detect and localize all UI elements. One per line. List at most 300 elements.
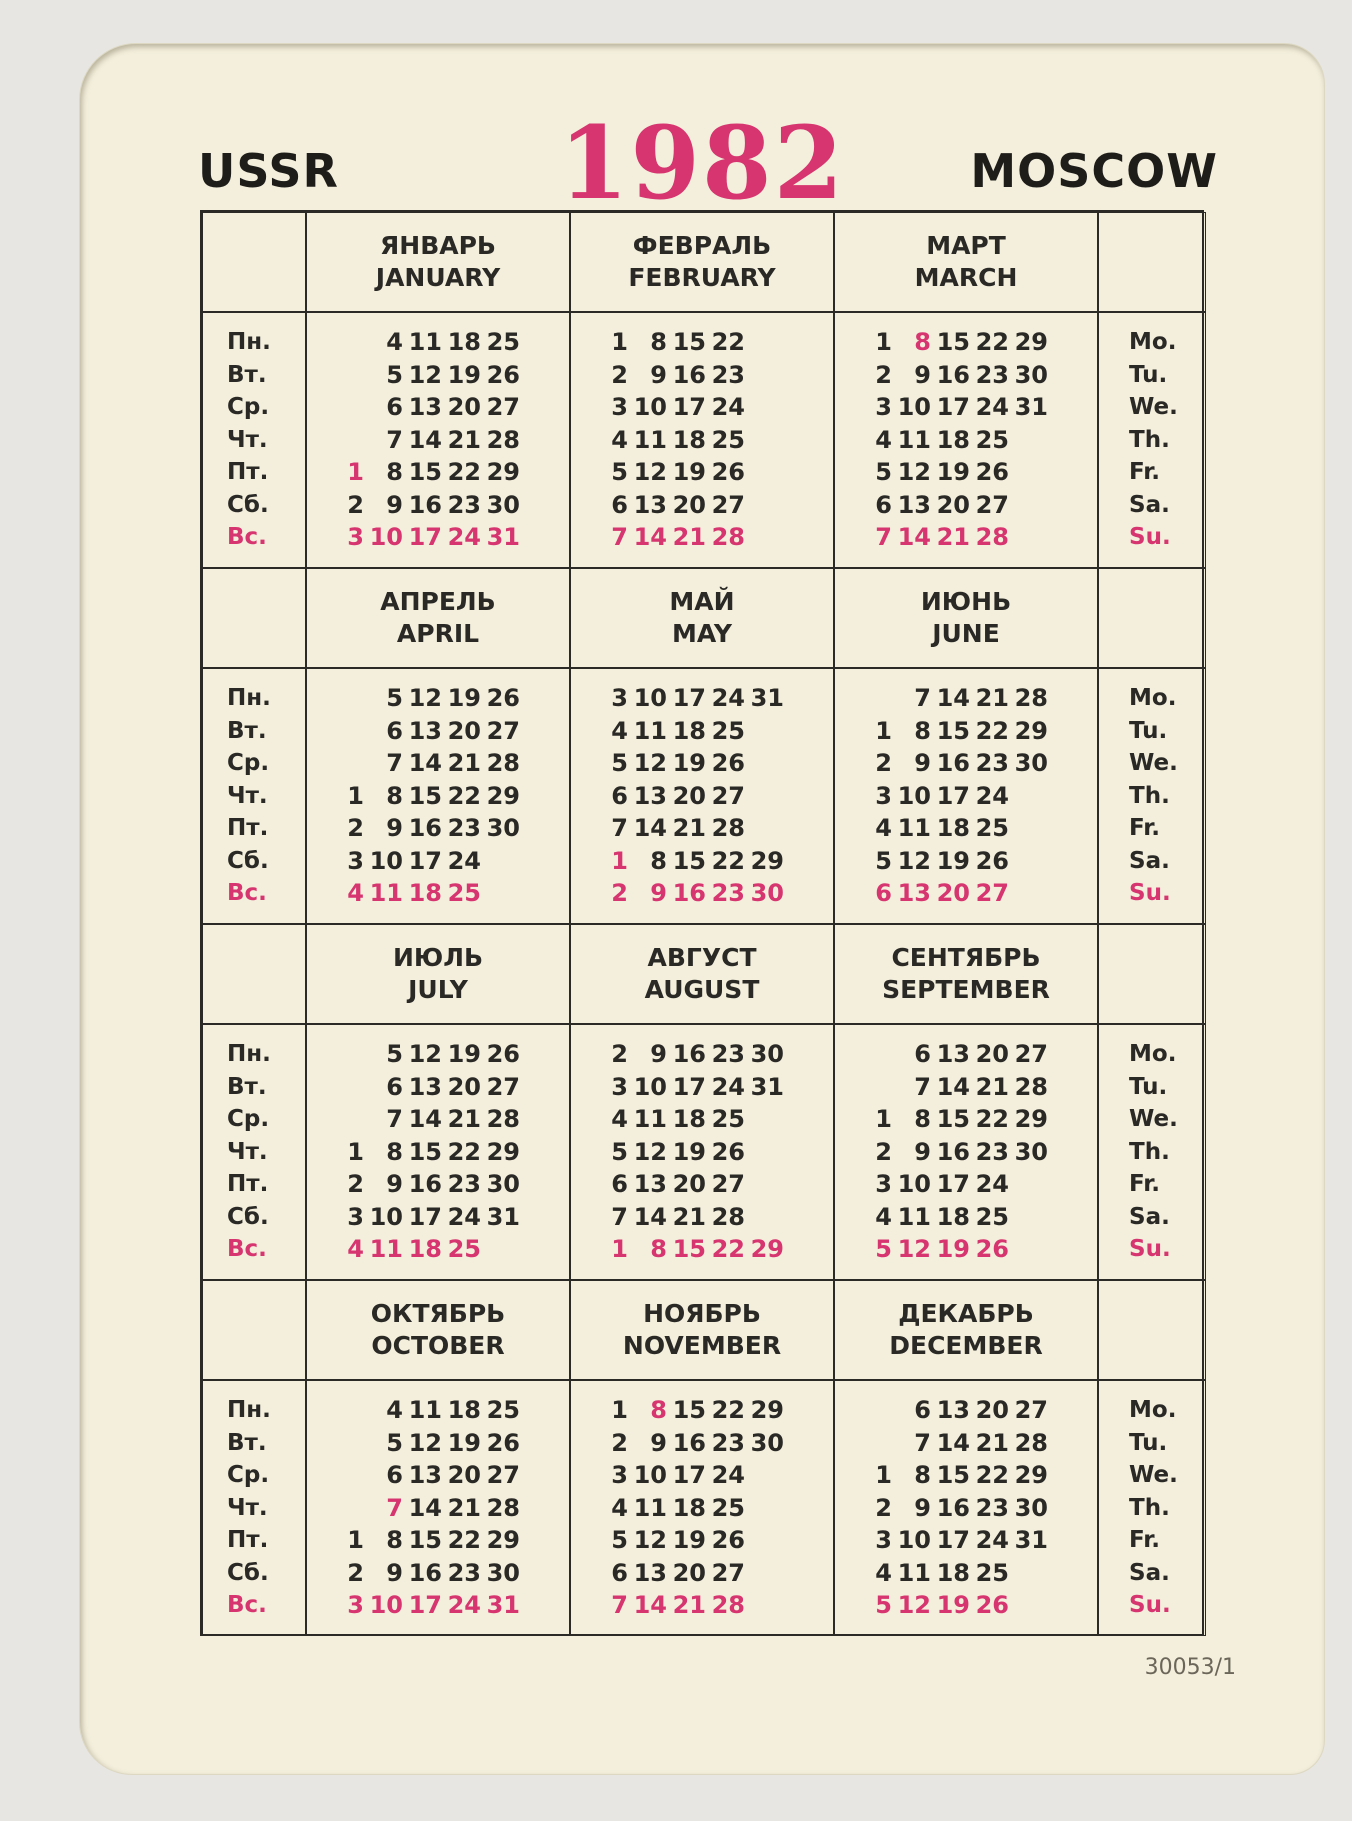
day-number: 17 (408, 846, 442, 875)
day-number: 14 (408, 1493, 442, 1522)
day-number: 23 (975, 1137, 1009, 1166)
day-number (1009, 780, 1048, 813)
weekday-ru: Пн. (227, 685, 271, 712)
day-number (784, 456, 823, 489)
day-number (784, 1394, 823, 1427)
day-number: 25 (711, 716, 745, 745)
month-header (306, 1280, 570, 1380)
week-row (853, 326, 1091, 359)
day-number: 13 (936, 1040, 970, 1069)
week-row (325, 1492, 563, 1525)
day-number: 29 (486, 458, 520, 487)
day-number (853, 682, 892, 715)
day-number (325, 715, 364, 748)
week-row (853, 359, 1091, 392)
weekday-ru: Вс. (227, 880, 267, 907)
day-number: 30 (1014, 1137, 1048, 1166)
day-number: 17 (936, 1170, 970, 1199)
day-number: 25 (975, 425, 1009, 454)
day-number: 12 (408, 684, 442, 713)
day-number: 30 (750, 1428, 784, 1457)
day-number: 13 (633, 781, 667, 810)
day-number: 3 (611, 1072, 628, 1101)
day-number (1048, 326, 1087, 359)
day-number: 6 (611, 1170, 628, 1199)
day-number: 8 (914, 716, 931, 745)
day-number: 17 (408, 523, 442, 552)
day-number: 6 (914, 1040, 931, 1069)
week-row (853, 747, 1091, 780)
day-number: 9 (650, 1428, 667, 1457)
year-title: 1982 (558, 104, 846, 222)
weekday-en: We. (1129, 1106, 1178, 1133)
day-number: 16 (408, 814, 442, 843)
day-number (481, 877, 520, 910)
day-number (1009, 1168, 1048, 1201)
month-name-ru: СЕНТЯБРЬ (891, 943, 1041, 972)
day-number: 31 (1014, 393, 1048, 422)
week-row (325, 456, 563, 489)
day-number: 21 (447, 749, 481, 778)
weekday-ru: Вс. (227, 1592, 267, 1619)
day-number: 4 (875, 1558, 892, 1587)
day-number (325, 391, 364, 424)
day-number: 13 (633, 490, 667, 519)
corner-cell (1098, 568, 1206, 668)
week-row (589, 391, 827, 424)
day-number (1048, 1201, 1087, 1234)
day-number: 7 (386, 425, 403, 454)
day-number (1048, 1524, 1087, 1557)
day-number: 16 (672, 360, 706, 389)
weekday-ru: Ср. (227, 394, 270, 421)
day-number: 8 (386, 1526, 403, 1555)
day-number (784, 1459, 823, 1492)
day-number: 27 (486, 1072, 520, 1101)
month-days (834, 1380, 1098, 1636)
day-number: 14 (408, 425, 442, 454)
day-number: 16 (936, 1493, 970, 1522)
day-number: 17 (672, 1072, 706, 1101)
day-number: 12 (897, 1591, 931, 1620)
day-number: 12 (633, 1526, 667, 1555)
day-number (745, 1136, 784, 1169)
day-number: 5 (611, 749, 628, 778)
weekday-en: Sa. (1129, 491, 1170, 518)
day-number: 15 (936, 1461, 970, 1490)
weekday-column-en (1098, 312, 1206, 568)
day-number: 7 (611, 523, 628, 552)
week-row (325, 359, 563, 392)
day-number (520, 715, 559, 748)
day-number: 7 (875, 523, 892, 552)
week-row (853, 1201, 1091, 1234)
week-row (589, 1233, 827, 1266)
day-number: 29 (750, 846, 784, 875)
day-number (745, 1168, 784, 1201)
day-number: 12 (408, 1428, 442, 1457)
weekday-ru: Пт. (227, 459, 269, 486)
day-number: 24 (975, 1170, 1009, 1199)
day-number: 14 (633, 523, 667, 552)
month-name-en: MAY (672, 619, 732, 648)
day-number: 25 (447, 1235, 481, 1264)
month-header (834, 568, 1098, 668)
day-number (520, 845, 559, 878)
day-number: 16 (936, 360, 970, 389)
day-number (745, 1201, 784, 1234)
weekday-ru: Вт. (227, 361, 267, 388)
day-number: 30 (486, 814, 520, 843)
day-number (784, 1201, 823, 1234)
month-header (834, 924, 1098, 1024)
day-number (1048, 489, 1087, 522)
day-number: 26 (975, 846, 1009, 875)
day-number: 3 (611, 393, 628, 422)
day-number (520, 359, 559, 392)
day-number (784, 1233, 823, 1266)
day-number: 18 (408, 879, 442, 908)
day-number (745, 326, 784, 359)
day-number: 2 (875, 360, 892, 389)
day-number: 11 (897, 425, 931, 454)
day-number: 11 (633, 425, 667, 454)
day-number: 13 (408, 393, 442, 422)
week-row (325, 682, 563, 715)
corner-cell (202, 924, 306, 1024)
day-number: 21 (672, 814, 706, 843)
day-number: 18 (672, 716, 706, 745)
week-row (325, 521, 563, 554)
day-number: 9 (914, 749, 931, 778)
month-days (570, 668, 834, 924)
week-row (853, 456, 1091, 489)
day-number (784, 1038, 823, 1071)
day-number: 8 (650, 1235, 667, 1264)
day-number: 11 (369, 1235, 403, 1264)
day-number: 14 (633, 1591, 667, 1620)
day-number: 25 (975, 1202, 1009, 1231)
day-number: 19 (447, 1040, 481, 1069)
day-number: 27 (1014, 1396, 1048, 1425)
day-number: 24 (975, 1526, 1009, 1555)
day-number: 7 (386, 1493, 403, 1522)
day-number: 7 (914, 1072, 931, 1101)
day-number (784, 780, 823, 813)
day-number (784, 359, 823, 392)
day-number: 2 (875, 1137, 892, 1166)
week-row (589, 1589, 827, 1622)
day-number: 30 (750, 879, 784, 908)
week-row (853, 521, 1091, 554)
day-number: 7 (914, 1428, 931, 1457)
day-number: 5 (875, 1591, 892, 1620)
day-number (784, 812, 823, 845)
day-number: 15 (936, 1105, 970, 1134)
day-number: 24 (711, 1461, 745, 1490)
day-number: 5 (875, 846, 892, 875)
weekday-en: We. (1129, 394, 1178, 421)
day-number: 10 (897, 393, 931, 422)
day-number: 1 (347, 781, 364, 810)
day-number: 29 (1014, 328, 1048, 357)
day-number: 9 (650, 1040, 667, 1069)
day-number: 21 (936, 523, 970, 552)
day-number (784, 1071, 823, 1104)
day-number: 25 (711, 1493, 745, 1522)
day-number: 28 (711, 523, 745, 552)
day-number: 18 (936, 425, 970, 454)
day-number: 13 (408, 716, 442, 745)
day-number: 6 (386, 1461, 403, 1490)
day-number: 11 (369, 879, 403, 908)
day-number (745, 1459, 784, 1492)
day-number: 28 (1014, 1072, 1048, 1101)
day-number: 19 (936, 1591, 970, 1620)
weekday-ru: Вт. (227, 1429, 267, 1456)
day-number: 28 (711, 814, 745, 843)
day-number: 16 (936, 1137, 970, 1166)
day-number: 8 (914, 1105, 931, 1134)
week-row (853, 1524, 1091, 1557)
serial-number: 30053/1 (1144, 1655, 1236, 1680)
day-number (784, 1557, 823, 1590)
day-number: 20 (447, 1461, 481, 1490)
day-number: 24 (711, 393, 745, 422)
month-name-en: MARCH (914, 263, 1018, 292)
day-number: 2 (611, 1040, 628, 1069)
day-number: 26 (486, 684, 520, 713)
weekday-ru: Чт. (227, 1494, 268, 1521)
day-number: 23 (447, 490, 481, 519)
day-number: 29 (486, 781, 520, 810)
day-number: 8 (914, 328, 931, 357)
week-row (589, 1071, 827, 1104)
week-row (589, 1557, 827, 1590)
weekday-ru: Сб. (227, 1203, 269, 1230)
week-row (853, 1394, 1091, 1427)
day-number (1009, 424, 1048, 457)
day-number: 11 (408, 328, 442, 357)
day-number: 11 (633, 1105, 667, 1134)
week-row (589, 1136, 827, 1169)
day-number (1009, 812, 1048, 845)
weekday-column-en (1098, 1380, 1206, 1636)
day-number: 3 (611, 684, 628, 713)
day-number: 3 (611, 1461, 628, 1490)
day-number: 3 (347, 1202, 364, 1231)
day-number (1048, 877, 1087, 910)
day-number: 29 (486, 1137, 520, 1166)
week-row (853, 1557, 1091, 1590)
day-number (520, 1201, 559, 1234)
weekday-en: Sa. (1129, 1203, 1170, 1230)
day-number: 17 (936, 1526, 970, 1555)
day-number: 4 (611, 1105, 628, 1134)
weekday-en: Tu. (1129, 361, 1168, 388)
day-number (745, 812, 784, 845)
day-number: 18 (672, 1493, 706, 1522)
day-number: 25 (447, 879, 481, 908)
weekday-en: Fr. (1129, 1527, 1161, 1554)
day-number: 24 (447, 1202, 481, 1231)
day-number (745, 456, 784, 489)
day-number: 8 (386, 781, 403, 810)
month-header (306, 212, 570, 312)
month-name-en: JULY (408, 975, 468, 1004)
day-number (325, 1394, 364, 1427)
week-row (325, 715, 563, 748)
week-row (589, 682, 827, 715)
day-number (745, 1589, 784, 1622)
day-number: 5 (386, 360, 403, 389)
week-row (853, 424, 1091, 457)
day-number: 19 (447, 360, 481, 389)
day-number (1048, 391, 1087, 424)
day-number: 11 (897, 1558, 931, 1587)
month-days (570, 1380, 834, 1636)
weekday-en: Th. (1129, 1494, 1170, 1521)
day-number: 28 (711, 1202, 745, 1231)
day-number (325, 1459, 364, 1492)
day-number: 9 (386, 814, 403, 843)
weekday-column-en (1098, 668, 1206, 924)
month-header (570, 568, 834, 668)
day-number (784, 845, 823, 878)
day-number: 10 (633, 684, 667, 713)
day-number: 22 (447, 1137, 481, 1166)
day-number: 5 (386, 1040, 403, 1069)
day-number: 22 (711, 846, 745, 875)
day-number: 14 (897, 523, 931, 552)
week-row (853, 1136, 1091, 1169)
week-row (589, 747, 827, 780)
day-number (745, 521, 784, 554)
week-row (853, 877, 1091, 910)
month-name-en: OCTOBER (371, 1331, 505, 1360)
weekday-ru: Сб. (227, 847, 269, 874)
day-number (1009, 1201, 1048, 1234)
day-number: 6 (611, 490, 628, 519)
corner-cell (1098, 212, 1206, 312)
day-number: 23 (711, 879, 745, 908)
day-number: 23 (711, 1040, 745, 1069)
weekday-en: We. (1129, 1462, 1178, 1489)
day-number (1048, 1233, 1087, 1266)
day-number (520, 1589, 559, 1622)
day-number: 26 (975, 458, 1009, 487)
day-number: 1 (611, 846, 628, 875)
day-number: 10 (369, 1591, 403, 1620)
day-number: 26 (486, 1040, 520, 1069)
day-number (520, 1459, 559, 1492)
day-number: 13 (408, 1461, 442, 1490)
day-number (520, 1103, 559, 1136)
week-row (853, 1589, 1091, 1622)
week-row (325, 1071, 563, 1104)
day-number: 4 (875, 814, 892, 843)
day-number (745, 424, 784, 457)
day-number: 8 (650, 846, 667, 875)
day-number: 9 (914, 1137, 931, 1166)
day-number: 13 (897, 490, 931, 519)
day-number: 5 (386, 684, 403, 713)
day-number: 1 (875, 328, 892, 357)
week-row (325, 424, 563, 457)
day-number: 23 (711, 360, 745, 389)
day-number: 16 (408, 490, 442, 519)
day-number (1048, 1459, 1087, 1492)
day-number (520, 1557, 559, 1590)
day-number: 12 (633, 749, 667, 778)
weekday-ru: Пт. (227, 815, 269, 842)
day-number (1048, 682, 1087, 715)
weekday-ru: Вс. (227, 1236, 267, 1263)
month-days (306, 312, 570, 568)
day-number (1048, 780, 1087, 813)
day-number (1048, 845, 1087, 878)
day-number: 26 (486, 360, 520, 389)
day-number: 11 (897, 814, 931, 843)
day-number: 16 (408, 1558, 442, 1587)
day-number: 15 (672, 1235, 706, 1264)
day-number (784, 877, 823, 910)
day-number: 29 (1014, 1461, 1048, 1490)
week-row (589, 845, 827, 878)
day-number: 17 (936, 393, 970, 422)
day-number: 11 (633, 1493, 667, 1522)
day-number (745, 391, 784, 424)
week-row (325, 1201, 563, 1234)
day-number: 21 (672, 1202, 706, 1231)
day-number: 19 (936, 1235, 970, 1264)
day-number (520, 877, 559, 910)
month-header (834, 212, 1098, 312)
month-name-en: APRIL (396, 619, 480, 648)
month-name-en: NOVEMBER (622, 1331, 782, 1360)
day-number: 1 (875, 1105, 892, 1134)
day-number: 31 (750, 1072, 784, 1101)
day-number: 1 (875, 716, 892, 745)
weekday-ru: Пн. (227, 1397, 271, 1424)
day-number (520, 391, 559, 424)
day-number: 7 (386, 749, 403, 778)
day-number: 30 (1014, 1493, 1048, 1522)
week-row (853, 391, 1091, 424)
day-number: 2 (347, 814, 364, 843)
week-row (853, 715, 1091, 748)
week-row (853, 1168, 1091, 1201)
day-number (1048, 812, 1087, 845)
day-number: 23 (447, 814, 481, 843)
corner-cell (202, 1280, 306, 1380)
day-number: 9 (914, 1493, 931, 1522)
day-number (1048, 715, 1087, 748)
week-row (589, 1394, 827, 1427)
day-number (784, 1589, 823, 1622)
weekday-column-en (1098, 1024, 1206, 1280)
month-name-ru: ЯНВАРЬ (380, 231, 496, 260)
week-row (325, 1103, 563, 1136)
day-number: 17 (672, 684, 706, 713)
day-number (784, 1103, 823, 1136)
day-number: 3 (875, 1170, 892, 1199)
day-number: 14 (936, 1072, 970, 1101)
day-number: 20 (447, 716, 481, 745)
weekday-en: Fr. (1129, 1171, 1161, 1198)
day-number: 1 (611, 1396, 628, 1425)
city-label: MOSCOW (970, 144, 1218, 198)
